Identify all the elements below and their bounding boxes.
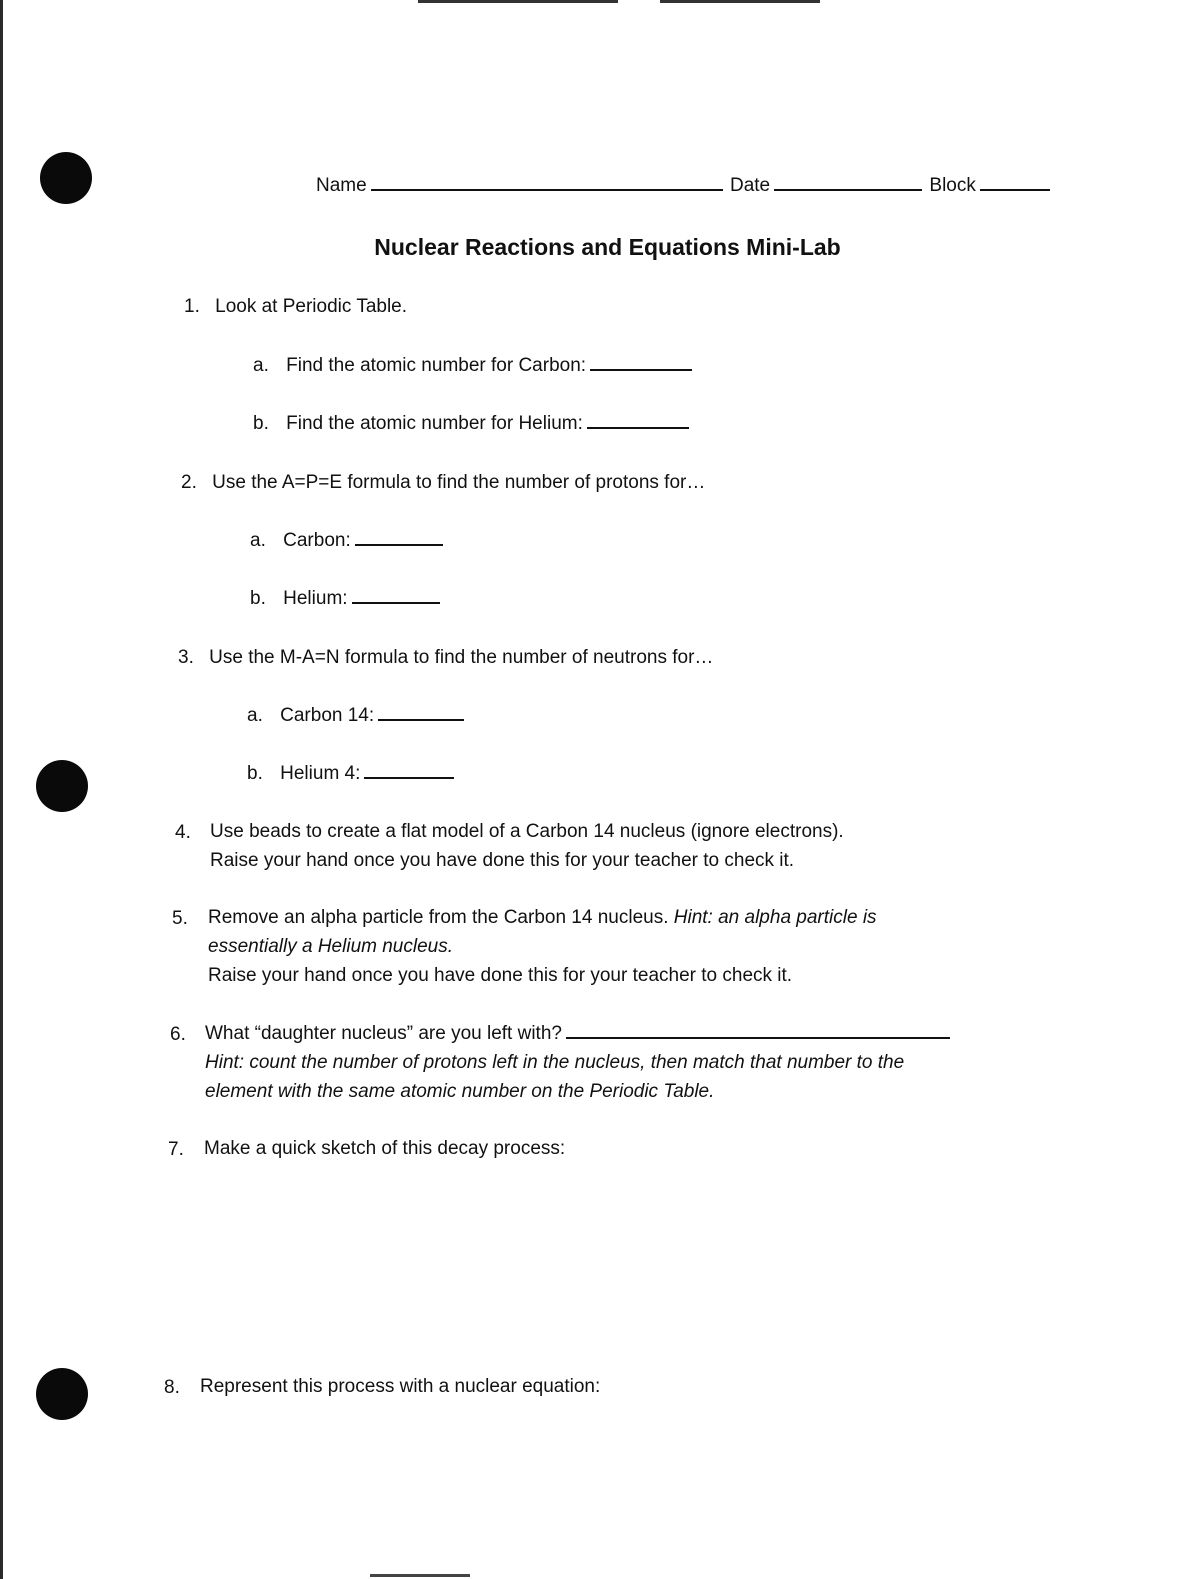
answer-blank[interactable]: [352, 601, 440, 604]
question-number: 4.: [175, 822, 191, 843]
answer-blank[interactable]: [364, 776, 454, 779]
question-number: 6.: [170, 1024, 186, 1045]
sub-letter: a.: [253, 355, 269, 376]
question-6-line-1: [205, 1024, 950, 1043]
sub-text: Carbon 14:: [280, 705, 375, 726]
hint-text: essentially a Helium nucleus.: [208, 936, 454, 957]
question-number: 8.: [164, 1377, 180, 1398]
sub-letter: a.: [250, 530, 266, 551]
question-7-text: Make a quick sketch of this decay process:: [204, 1138, 566, 1159]
question-4-line-1: Use beads to create a flat model of a Carbon 14 nucleus (ignore electrons).: [210, 821, 844, 842]
punch-hole: [40, 152, 92, 204]
question-number: 1.: [184, 296, 200, 317]
question-number: 5.: [172, 908, 188, 929]
sub-text: Helium:: [283, 588, 348, 609]
name-label: Name: [316, 175, 367, 196]
question-6-hint-2: [205, 1082, 714, 1101]
question-number: 3.: [178, 647, 194, 668]
answer-blank[interactable]: [566, 1036, 950, 1039]
sub-text: Find the atomic number for Helium:: [286, 413, 583, 434]
question-text: Look at Periodic Table.: [215, 296, 408, 317]
question-2: [181, 473, 705, 492]
question-text: Use the M-A=N formula to find the number of neutrons for…: [209, 647, 714, 668]
sketch-area[interactable]: [200, 1170, 1100, 1360]
question-1b: [253, 414, 689, 433]
sub-letter: b.: [253, 413, 269, 434]
question-1: [184, 297, 407, 316]
question-number: 2.: [181, 472, 197, 493]
question-text: What “daughter nucleus” are you left with?: [205, 1023, 562, 1044]
question-3a: [247, 706, 464, 725]
sub-letter: a.: [247, 705, 263, 726]
answer-blank[interactable]: [355, 543, 443, 546]
punch-hole: [36, 760, 88, 812]
date-blank[interactable]: [774, 188, 922, 191]
question-1a: [253, 356, 692, 375]
answer-blank[interactable]: [587, 426, 689, 429]
question-5-line-1: [208, 908, 877, 927]
header-line: [316, 176, 1050, 195]
question-5-hint: [208, 937, 453, 956]
answer-blank[interactable]: [590, 368, 692, 371]
question-3: [178, 648, 713, 667]
question-4-line-2: Raise your hand once you have done this for your teacher to check it.: [210, 850, 795, 871]
name-blank[interactable]: [371, 188, 723, 191]
question-text: Remove an alpha particle from the Carbon 14 nucleus.: [208, 907, 669, 928]
sub-text: Find the atomic number for Carbon:: [286, 355, 587, 376]
scan-bottom-mark: [370, 1574, 470, 1577]
question-2b: [250, 589, 440, 608]
date-label: Date: [729, 175, 771, 196]
sub-text: Carbon:: [283, 530, 351, 551]
scan-top-mark: [660, 0, 820, 3]
hint-text: element with the same atomic number on the Periodic Table.: [205, 1081, 715, 1102]
sub-letter: b.: [247, 763, 263, 784]
punch-hole: [36, 1368, 88, 1420]
sub-letter: b.: [250, 588, 266, 609]
equation-area[interactable]: [196, 1408, 1096, 1558]
question-3b: [247, 764, 454, 783]
scan-top-mark: [418, 0, 618, 3]
answer-blank[interactable]: [378, 718, 464, 721]
page-title: Nuclear Reactions and Equations Mini-Lab: [374, 234, 841, 260]
sub-text: Helium 4:: [280, 763, 361, 784]
question-5-line-3: Raise your hand once you have done this for your teacher to check it.: [208, 965, 793, 986]
question-8-text: Represent this process with a nuclear equation:: [200, 1376, 601, 1397]
question-text: Use the A=P=E formula to find the number of protons for…: [212, 472, 706, 493]
question-2a: [250, 531, 443, 550]
hint-text: Hint: an alpha particle is: [673, 907, 877, 928]
hint-text: Hint: count the number of protons left in the nucleus, then match that number to the: [205, 1052, 905, 1073]
question-number: 7.: [168, 1139, 184, 1160]
block-blank[interactable]: [980, 188, 1050, 191]
question-6-hint-1: [205, 1053, 904, 1072]
block-label: Block: [929, 175, 976, 196]
